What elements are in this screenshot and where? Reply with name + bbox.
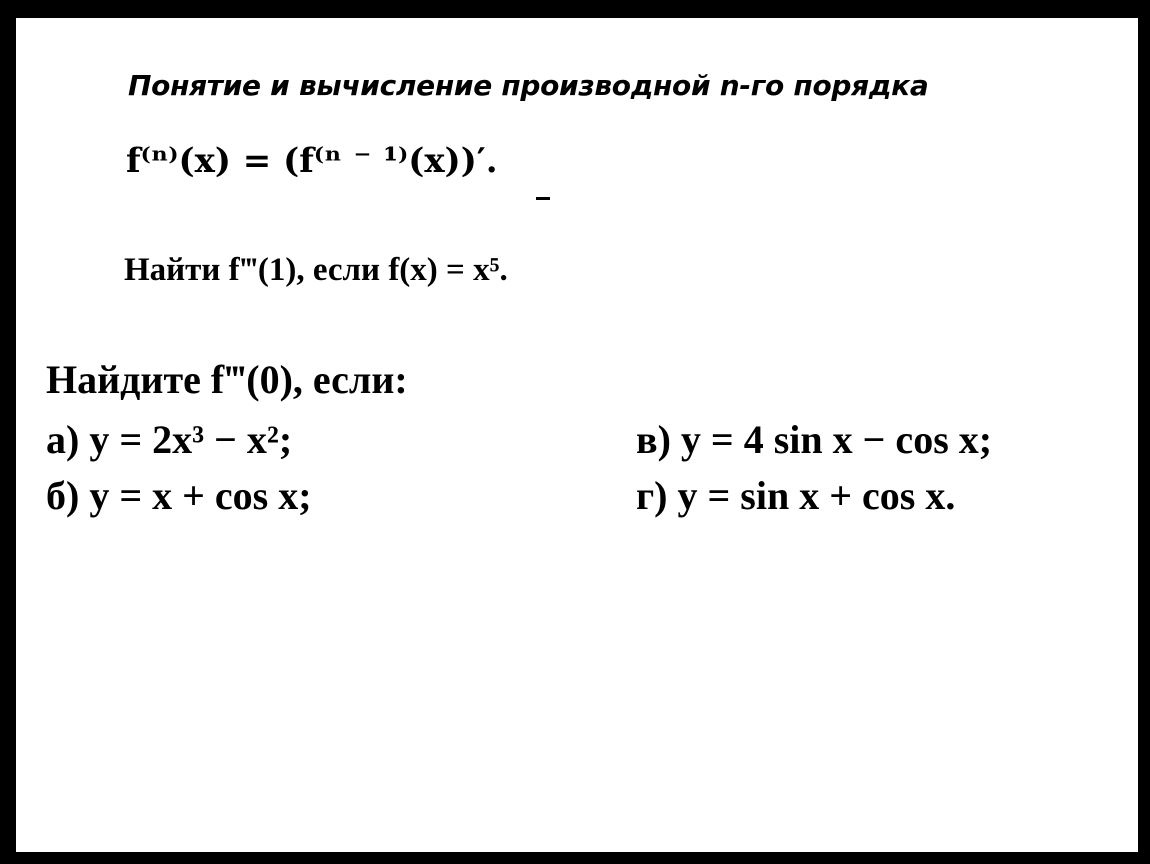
slide	[16, 18, 1138, 852]
stray-mark	[536, 197, 550, 200]
item-expression: y = 2x³ − x²;	[89, 417, 293, 462]
item-label: г)	[636, 473, 668, 518]
exercise-item-v	[636, 417, 993, 462]
exercise-item-b	[46, 473, 312, 518]
item-expression: y = sin x + cos x.	[677, 473, 956, 518]
task-find-third-derivative: Найти f‴(1), если f(x) = x⁵.	[124, 252, 508, 288]
section-title: Понятие и вычисление производной n-го порядка	[128, 69, 929, 102]
exercise-item-a	[46, 417, 293, 462]
item-label: б)	[46, 473, 80, 518]
task-heading: Найдите f‴(0), если:	[46, 357, 408, 402]
exercise-item-g	[636, 473, 956, 518]
derivative-definition-formula: f⁽ⁿ⁾(x) = (f⁽ⁿ ⁻ ¹⁾(x))′.	[126, 141, 498, 181]
item-label: в)	[636, 417, 671, 462]
item-label: а)	[46, 417, 80, 462]
item-expression: y = x + cos x;	[89, 473, 312, 518]
item-expression: y = 4 sin x − cos x;	[680, 417, 993, 462]
